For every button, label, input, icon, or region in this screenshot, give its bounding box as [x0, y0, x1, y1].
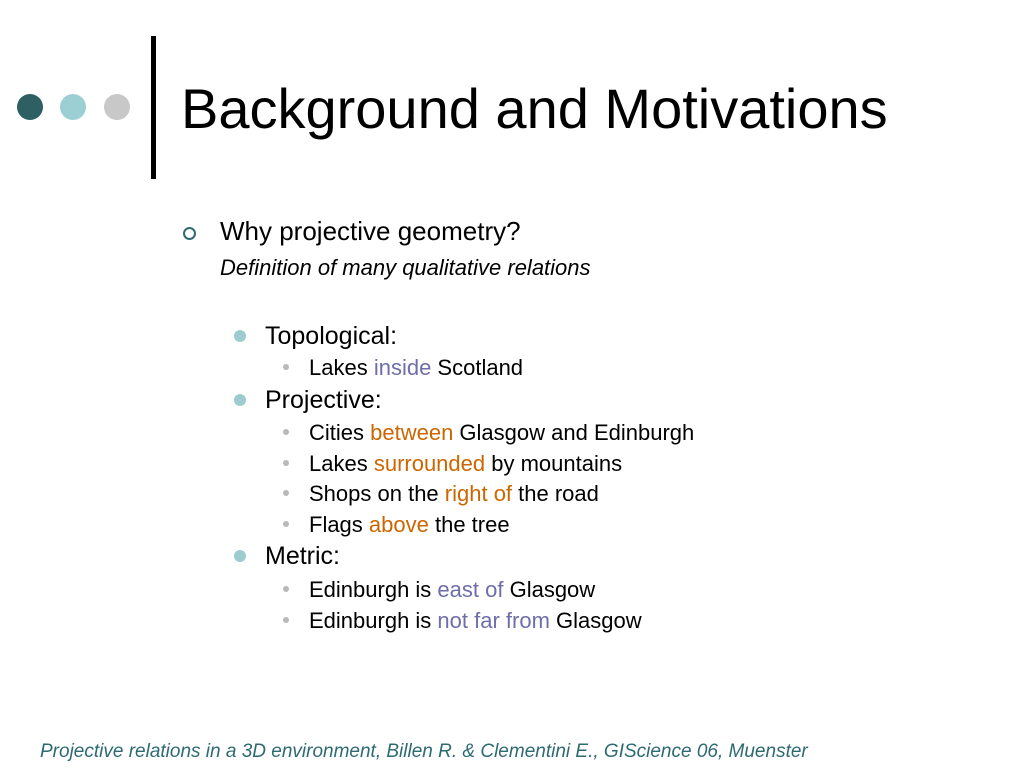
small-bullet-icon: [283, 521, 289, 527]
item-text-before: Flags: [309, 512, 369, 537]
dot-bullet-icon: [234, 550, 246, 562]
item-text-before: Edinburgh is: [309, 577, 438, 602]
list-item-text: [309, 450, 622, 477]
group-label: Metric:: [265, 542, 340, 570]
item-text-before: Lakes: [309, 451, 374, 476]
item-text-before: Cities: [309, 420, 371, 445]
small-bullet-icon: [283, 490, 289, 496]
list-item-text: [309, 511, 510, 538]
bullet-subheading: Definition of many qualitative relations: [220, 255, 591, 280]
list-item-text: [309, 607, 642, 634]
small-bullet-icon: [283, 429, 289, 435]
item-relation-highlight: east of: [437, 577, 504, 602]
item-text-after: by mountains: [485, 451, 623, 476]
item-text-before: Edinburgh is: [309, 608, 438, 633]
item-text-after: Glasgow: [503, 577, 596, 602]
item-relation-highlight: inside: [373, 355, 432, 380]
group-label: Projective:: [265, 386, 382, 414]
ring-bullet-icon: [183, 227, 196, 240]
item-relation-highlight: right of: [444, 481, 513, 506]
dot-bullet-icon: [234, 330, 246, 342]
list-item-text: [309, 354, 523, 381]
item-relation-highlight: between: [370, 420, 454, 445]
dot-bullet-icon: [234, 394, 246, 406]
item-text-after: Glasgow: [549, 608, 642, 633]
list-item-text: [309, 419, 694, 446]
list-item-text: [309, 576, 595, 603]
small-bullet-icon: [283, 460, 289, 466]
item-text-before: Shops on the: [309, 481, 445, 506]
item-text-before: Lakes: [309, 355, 374, 380]
item-relation-highlight: surrounded: [373, 451, 486, 476]
small-bullet-icon: [283, 586, 289, 592]
item-text-after: Glasgow and Edinburgh: [453, 420, 695, 445]
item-relation-highlight: not far from: [437, 608, 550, 633]
group-label: Topological:: [265, 322, 398, 350]
slide-footer: Projective relations in a 3D environment, Billen R. & Clementini E., GIScience 06, Muenster: [40, 741, 808, 762]
item-relation-highlight: above: [368, 512, 429, 537]
item-text-after: the tree: [428, 512, 510, 537]
list-item-text: [309, 480, 599, 507]
slide-title: Background and Motivations: [181, 77, 888, 140]
small-bullet-icon: [283, 364, 289, 370]
bullet-heading: Why projective geometry?: [220, 216, 521, 246]
small-bullet-icon: [283, 617, 289, 623]
item-text-after: Scotland: [431, 355, 524, 380]
item-text-after: the road: [512, 481, 599, 506]
